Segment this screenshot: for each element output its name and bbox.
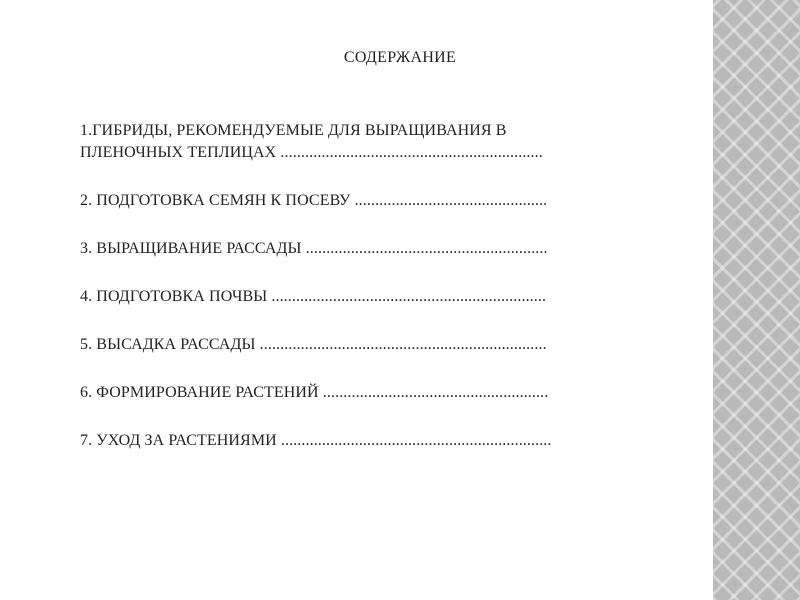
toc-item-2: 2. ПОДГОТОВКА СЕМЯН К ПОСЕВУ ............................................... — [80, 192, 548, 209]
toc-item-1-line-2: ПЛЕНОЧНЫХ ТЕПЛИЦАХ ................................................................ — [80, 144, 543, 161]
toc-item-1 — [80, 120, 680, 164]
toc-item-3: 3. ВЫРАЩИВАНИЕ РАССАДЫ ........................................................... — [80, 240, 548, 257]
toc-item-6: 6. ФОРМИРОВАНИЕ РАСТЕНИЙ ....................................................... — [80, 384, 549, 401]
toc-item-1-line-1: 1.ГИБРИДЫ, РЕКОМЕНДУЕМЫЕ ДЛЯ ВЫРАЩИВАНИЯ В — [80, 122, 507, 139]
slide-title: СОДЕРЖАНИЕ — [343, 49, 457, 66]
toc-item-4: 4. ПОДГОТОВКА ПОЧВЫ ................................................................... — [80, 288, 547, 305]
toc-item-7: 7. УХОД ЗА РАСТЕНИЯМИ .................................................................. — [80, 432, 552, 449]
table-of-contents — [80, 120, 680, 478]
decorative-side-pattern — [713, 0, 800, 600]
toc-item-5: 5. ВЫСАДКА РАССАДЫ ...................................................................... — [80, 336, 547, 353]
